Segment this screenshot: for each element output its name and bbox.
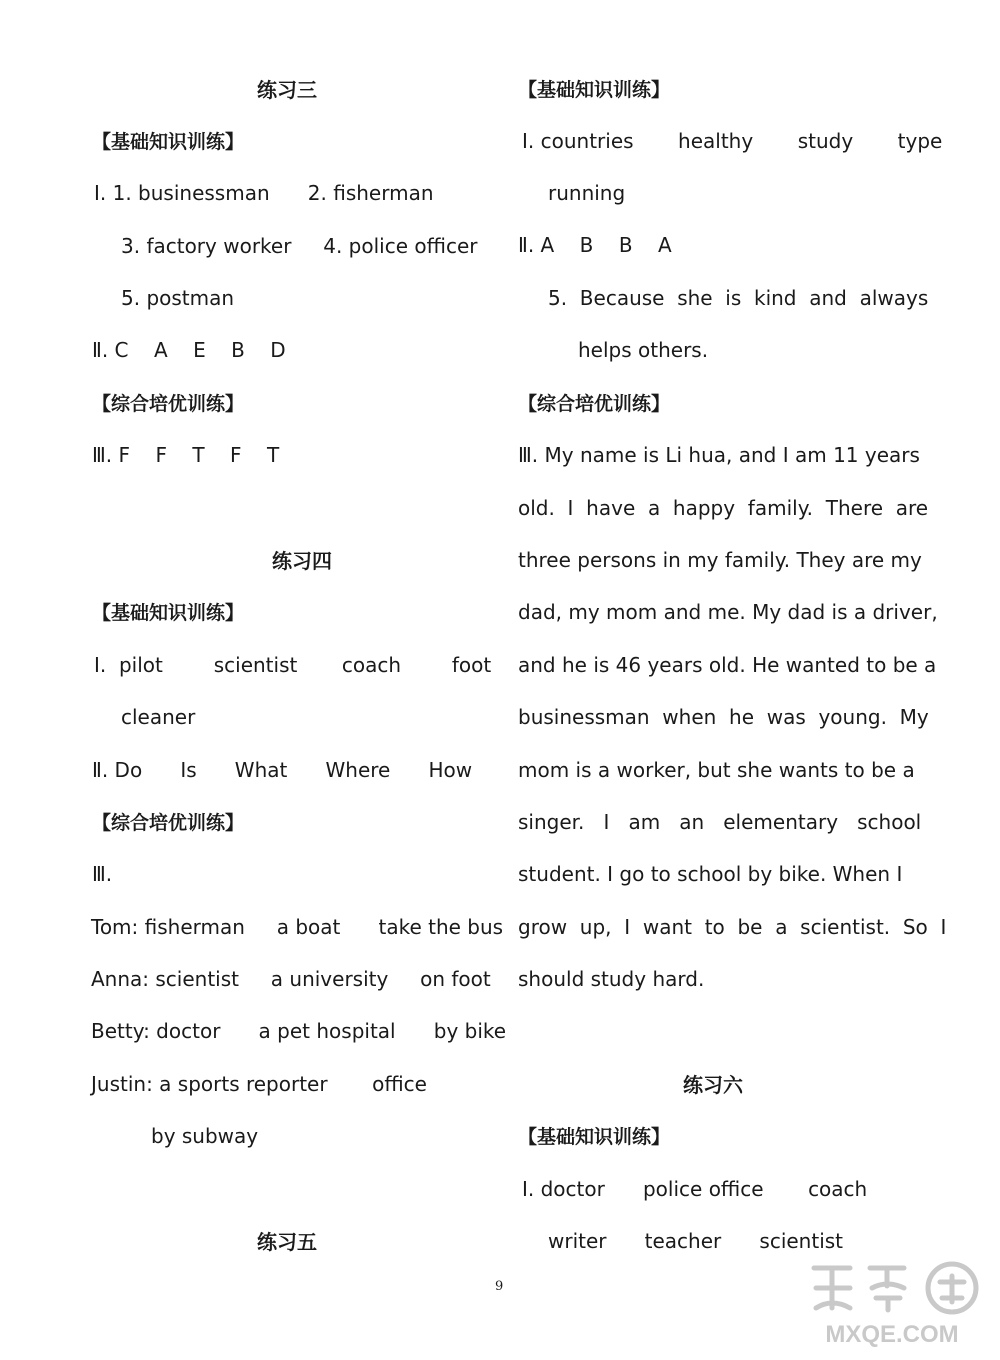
answer-line: Ⅱ. A B B A bbox=[518, 233, 672, 257]
page-number: 9 bbox=[495, 1279, 504, 1294]
essay-line: three persons in my family. They are my bbox=[518, 548, 922, 572]
comprehensive-training-heading: 【综合培优训练】 bbox=[92, 812, 245, 834]
exercise-5-title: 练习五 bbox=[257, 1230, 317, 1254]
answer-line: running bbox=[548, 181, 626, 205]
exercise-4-title: 练习四 bbox=[272, 549, 332, 573]
svg-text:MXQE.COM: MXQE.COM bbox=[825, 1321, 959, 1348]
essay-line: singer. I am an elementary school bbox=[518, 810, 922, 834]
answer-line: 5. postman bbox=[121, 286, 235, 310]
comprehensive-training-heading: 【综合培优训练】 bbox=[92, 393, 245, 415]
answer-line: Ⅱ. Do Is What Where How bbox=[92, 758, 473, 782]
answer-row-justin: Justin: a sports reporter office bbox=[91, 1072, 427, 1096]
answer-line: 5. Because she is kind and always bbox=[548, 286, 929, 310]
basic-training-heading: 【基础知识训练】 bbox=[518, 79, 671, 101]
answer-line: Ⅲ. F F T F T bbox=[92, 443, 280, 467]
exercise-6-title: 练习六 bbox=[683, 1073, 743, 1097]
answer-line: cleaner bbox=[121, 705, 196, 729]
answer-line: Ⅰ. 1. businessman 2. fisherman bbox=[94, 181, 434, 205]
mxqe-watermark-icon bbox=[792, 1258, 992, 1354]
exercise-3-title: 练习三 bbox=[257, 78, 317, 102]
answer-row-anna: Anna: scientist a university on foot bbox=[91, 967, 491, 991]
basic-training-heading: 【基础知识训练】 bbox=[518, 1126, 671, 1148]
essay-line: businessman when he was young. My bbox=[518, 705, 929, 729]
answer-line: Ⅰ. countries healthy study type bbox=[522, 129, 943, 153]
essay-line: grow up, I want to be a scientist. So I bbox=[518, 915, 947, 939]
answer-row-tom: Tom: fisherman a boat take the bus bbox=[91, 915, 504, 939]
essay-line: and he is 46 years old. He wanted to be a bbox=[518, 653, 937, 677]
answer-row-justin-cont: by subway bbox=[151, 1124, 259, 1148]
basic-training-heading: 【基础知识训练】 bbox=[92, 602, 245, 624]
essay-line: student. I go to school by bike. When I bbox=[518, 862, 903, 886]
essay-line: should study hard. bbox=[518, 967, 705, 991]
answer-line: Ⅲ. bbox=[92, 862, 113, 886]
essay-line: old. I have a happy family. There are bbox=[518, 496, 929, 520]
answer-row-betty: Betty: doctor a pet hospital by bike bbox=[91, 1019, 507, 1043]
answer-line: Ⅱ. C A E B D bbox=[92, 338, 286, 362]
answer-line: 3. factory worker 4. police officer bbox=[121, 234, 478, 258]
answer-line: Ⅰ. pilot scientist coach foot bbox=[94, 653, 492, 677]
answer-line: writer teacher scientist bbox=[548, 1229, 844, 1253]
answer-line: Ⅰ. doctor police office coach bbox=[522, 1177, 868, 1201]
basic-training-heading: 【基础知识训练】 bbox=[92, 131, 245, 153]
comprehensive-training-heading: 【综合培优训练】 bbox=[518, 393, 671, 415]
essay-line: Ⅲ. My name is Li hua, and I am 11 years bbox=[518, 443, 920, 467]
answer-line: helps others. bbox=[578, 338, 709, 362]
essay-line: dad, my mom and me. My dad is a driver, bbox=[518, 600, 938, 624]
essay-line: mom is a worker, but she wants to be a bbox=[518, 758, 915, 782]
